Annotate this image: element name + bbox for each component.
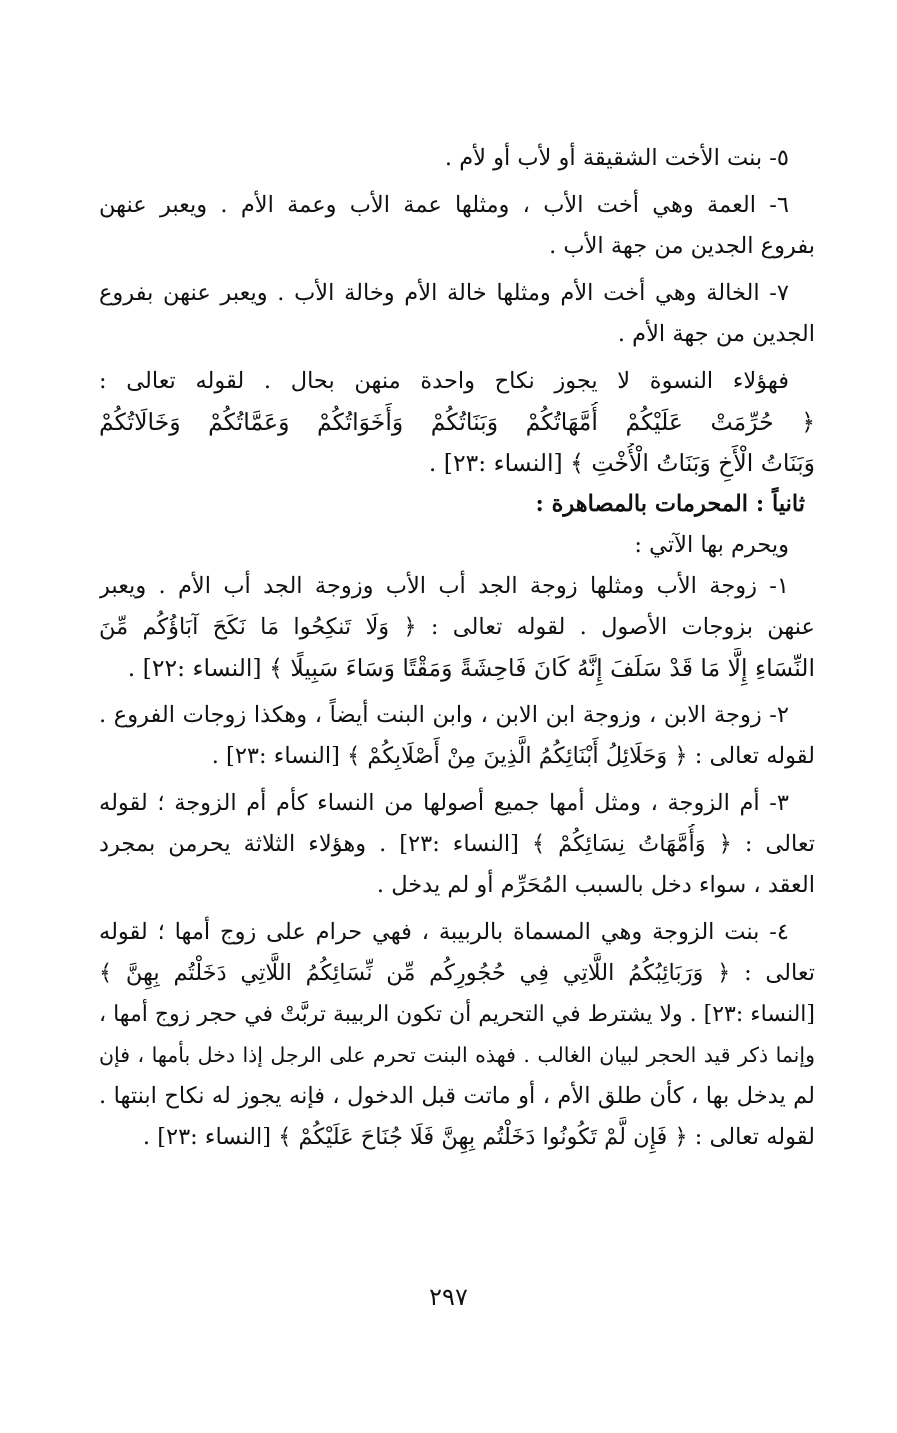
text-line: فهؤلاء النسوة لا يجوز نكاح واحدة منهن بحال . لقوله تعالى :: [99, 368, 789, 394]
text-line: بفروع الجدين من جهة الأب .: [549, 233, 815, 259]
quran-verse-line: وَبَنَاتُ الْأَخِ وَبَنَاتُ الْأُخْتِ ﴾ [النساء :٢٣] .: [428, 449, 815, 477]
text-line: تعالى : ﴿ وَرَبَائِبُكُمُ اللَّاتِي فِي حُجُورِكُم مِّن نِّسَائِكُمُ اللَّاتِي دَخَلْتُم بِهِنَّ ﴾: [99, 960, 815, 986]
text-line: تعالى : ﴿ وَأُمَّهَاتُ نِسَائِكُمْ ﴾ [النساء :٢٣] . وهؤلاء الثلاثة يحرمن بمجرد: [99, 831, 815, 857]
text-line: وإنما ذكر قيد الحجر لبيان الغالب . فهذه البنت تحرم على الرجل إذا دخل بأمها ، فإن: [99, 1043, 815, 1067]
text-line: [النساء :٢٣] . ولا يشترط في التحريم أن تكون الربيبة تربَّتْ في حجر زوج أمها ،: [99, 1002, 815, 1027]
page-number: ٢٩٧: [429, 1283, 468, 1311]
text-line: لم يدخل بها ، كأن طلق الأم ، أو ماتت قبل الدخول ، فإنه يجوز له نكاح ابنتها .: [99, 1083, 815, 1109]
text-line: ٥- بنت الأخت الشقيقة أو لأب أو لأم .: [444, 145, 789, 171]
text-line: ١- زوجة الأب ومثلها زوجة الجد أب الأب وزوجة الجد أب الأم . ويعبر: [99, 573, 789, 599]
text-line: ٢- زوجة الابن ، وزوجة ابن الابن ، وابن البنت أيضاً ، وهكذا زوجات الفروع .: [99, 702, 789, 728]
text-line: ٣- أم الزوجة ، ومثل أمها جميع أصولها من النساء كأم أم الزوجة ؛ لقوله: [99, 790, 789, 816]
text-line: ويحرم بها الآتي :: [634, 532, 789, 558]
text-line: ٦- العمة وهي أخت الأب ، ومثلها عمة الأب وعمة الأم . ويعبر عنهن: [99, 192, 789, 218]
text-line: ٤- بنت الزوجة وهي المسماة بالربيبة ، فهي حرام على زوج أمها ؛ لقوله: [99, 919, 789, 945]
section-heading: ثانياً : المحرمات بالمصاهرة :: [535, 491, 805, 517]
quran-verse-line: النِّسَاءِ إِلَّا مَا قَدْ سَلَفَ إِنَّهُ كَانَ فَاحِشَةً وَمَقْتًا وَسَاءَ سَبِيلًا ﴾ [النساء :٢٢] .: [127, 654, 815, 682]
text-line: لقوله تعالى : ﴿ فَإِن لَّمْ تَكُونُوا دَخَلْتُم بِهِنَّ فَلَا جُنَاحَ عَلَيْكُمْ ﴾ [النساء :٢٣] .: [142, 1124, 815, 1150]
page-body: [99, 138, 815, 1158]
text-line: عنهن بزوجات الأصول . لقوله تعالى : ﴿ وَلَا تَنكِحُوا مَا نَكَحَ آبَاؤُكُم مِّنَ: [99, 614, 815, 640]
text-line: ٧- الخالة وهي أخت الأم ومثلها خالة الأم وخالة الأب . ويعبر عنهن بفروع: [99, 280, 789, 306]
text-line: العقد ، سواء دخل بالسبب المُحَرِّم أو لم يدخل .: [376, 872, 815, 898]
text-line: لقوله تعالى : ﴿ وَحَلَائِلُ أَبْنَائِكُمُ الَّذِينَ مِنْ أَصْلَابِكُمْ ﴾ [النساء :٢٣] .: [211, 743, 815, 769]
quran-verse-line: ﴿ حُرِّمَتْ عَلَيْكُمْ أُمَّهَاتُكُمْ وَبَنَاتُكُمْ وَأَخَوَاتُكُمْ وَعَمَّاتُكُمْ وَخَالَاتُكُمْ: [99, 408, 815, 436]
text-line: الجدين من جهة الأم .: [617, 321, 815, 347]
